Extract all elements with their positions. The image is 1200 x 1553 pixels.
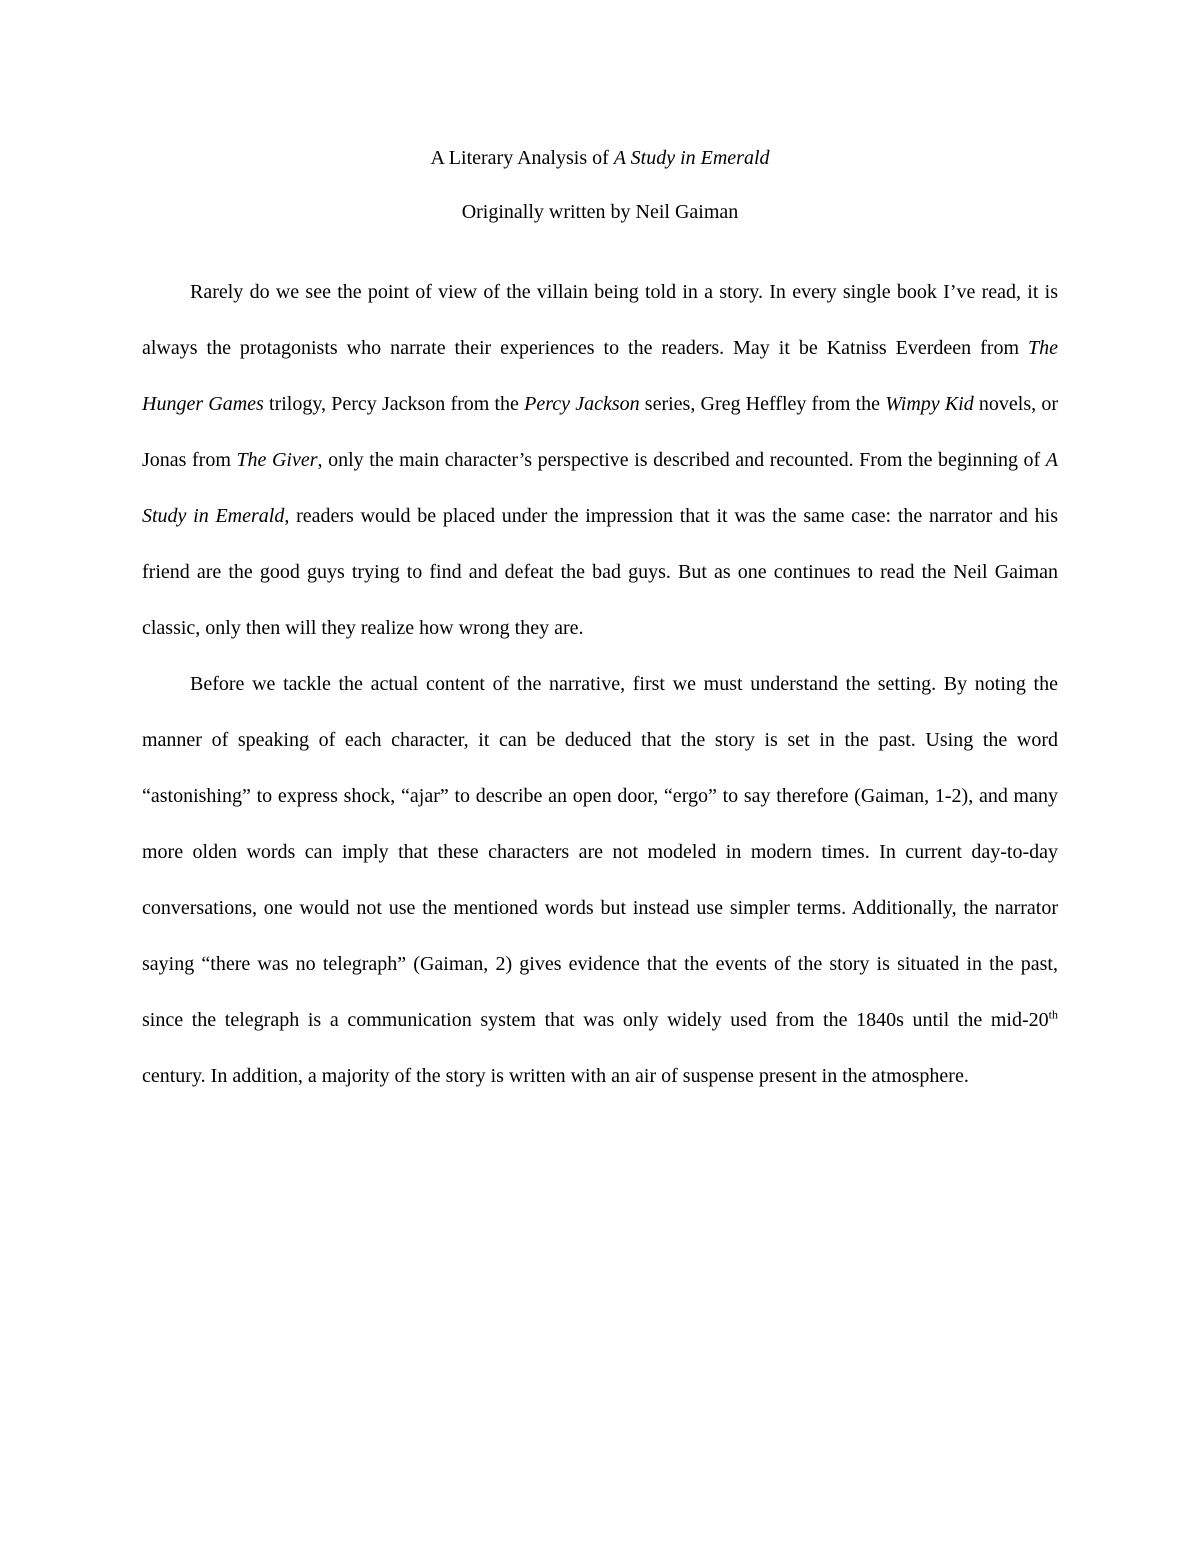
paragraph-text: century. In addition, a majority of the story is written with an air of suspense present in the atmosphere. [142,1065,969,1087]
page-title-italic: A Study in Emerald [613,147,770,169]
paragraph-text: Rarely do we see the point of view of the villain being told in a story. In every single book I’ve read, it is always the protagonists who narrate their experiences to the readers. May it be Katniss Everdeen from [142,281,1058,359]
italic-text: Wimpy Kid [885,393,974,415]
body-text [142,264,1058,1104]
paragraph-text: series, Greg Heffley from the [639,393,886,415]
paragraph [142,264,1058,656]
paragraph [142,656,1058,1104]
italic-text: The Giver [236,449,318,471]
paragraph-text: , only the main character’s perspective is described and recounted. From the beginning of [317,449,1046,471]
page-subtitle: Originally written by Neil Gaiman [461,201,739,223]
paragraph-text: trilogy, Percy Jackson from the [263,393,525,415]
paragraph-text: , readers would be placed under the impression that it was the same case: the narrator and his friend are the good guys trying to find and defeat the bad guys. But as one continues to read the Neil Gaiman classic, only then will they realize how wrong they are. [142,505,1058,639]
italic-text: A Study in Emerald [142,449,1058,527]
italic-text: Percy Jackson [524,393,640,415]
page-title [0,144,1200,172]
page-title-prefix: A Literary Analysis of [430,147,614,169]
paragraph-text: Before we tackle the actual content of the narrative, first we must understand the setting. By noting the manner of speaking of each character, it can be deduced that the story is set in the past. Using the word “astonishing” to express shock, “ajar” to describe an open door, “ergo” to say therefore (Gaiman, 1-2), and many more olden words can imply that these characters are not modeled in modern times. In current day-to-day conversations, one would not use the mentioned words but instead use simpler terms. Additionally, the narrator saying “there was no telegraph” (Gaiman, 2) gives evidence that the events of the story is situated in the past, since the telegraph is a communication system that was only widely used from the 1840s until the mid-20 [142,673,1058,1031]
italic-text: The Hunger Games [142,337,1058,415]
paragraph-text: novels, or Jonas from [142,393,1058,471]
superscript-text: th [1048,1007,1058,1022]
